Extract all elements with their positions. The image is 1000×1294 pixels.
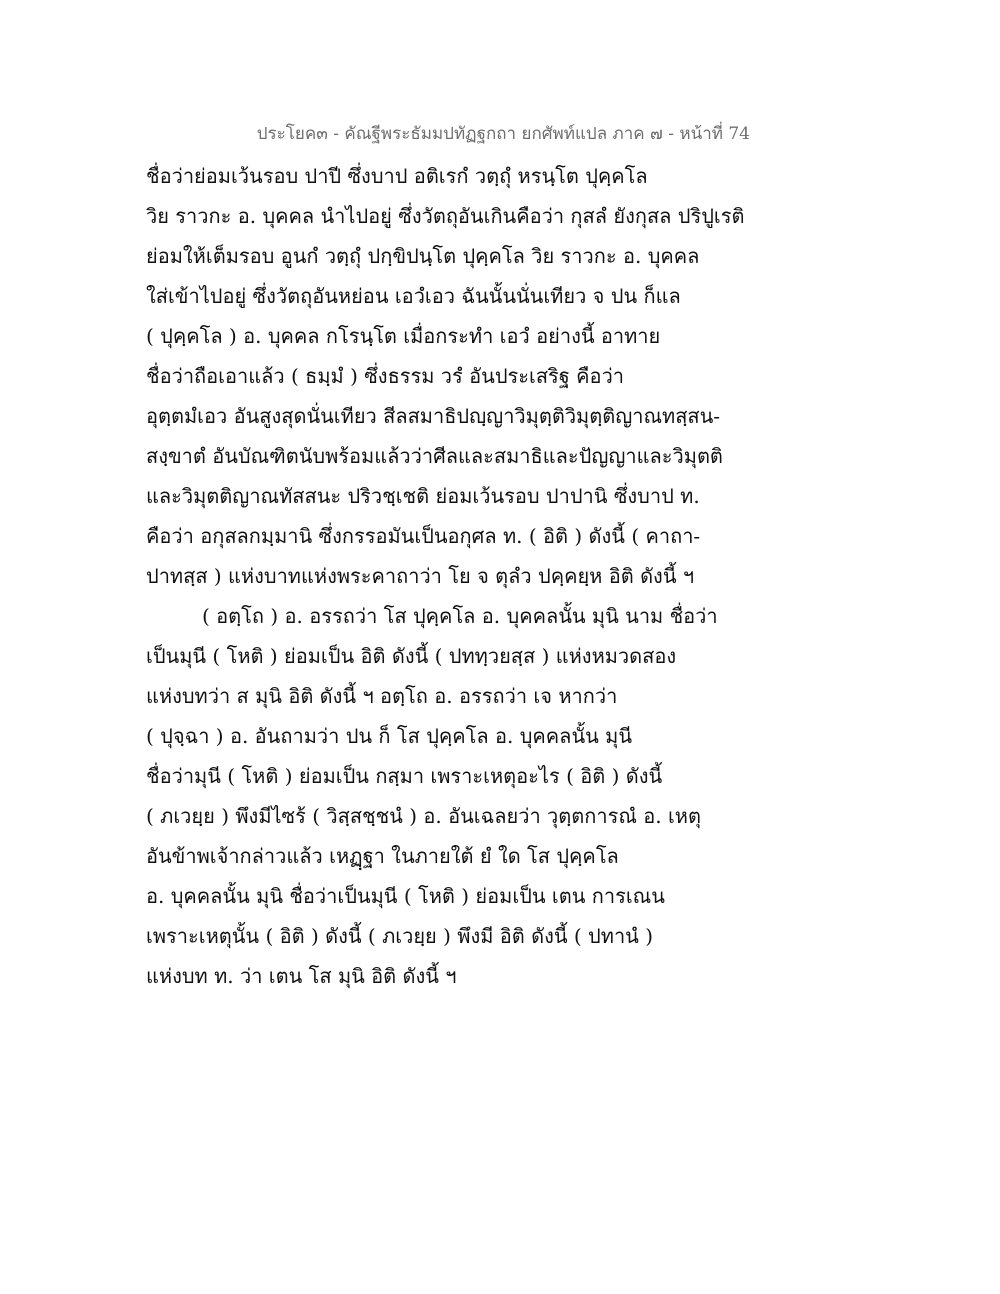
body-text [146,156,786,996]
text-line: ( ภเวยฺย ) พึงมีไซร้ ( วิสฺสชฺชนํ ) อ. อันเฉลยว่า วุตฺตการณํ อ. เหตุ [146,804,701,828]
text-line: อันข้าพเจ้ากล่าวแล้ว เหฏฺฐา ในภายใต้ ยํ ใด โส ปุคฺคโล [146,844,619,868]
text-line: แห่งบท ท. ว่า เตน โส มุนิ อิติ ดังนี้ ฯ [146,964,457,988]
text-line: แห่งบทว่า ส มุนิ อิติ ดังนี้ ฯ อตฺโถ อ. อรรถว่า เจ หากว่า [146,684,618,708]
text-line: เป็นมุนี ( โหติ ) ย่อมเป็น อิติ ดังนี้ ( ปททฺวยสฺส ) แห่งหมวดสอง [146,644,677,668]
text-line: สงฺขาตํ อันบัณฑิตนับพร้อมแล้วว่าศีลและสมาธิและปัญญาและวิมุตติ [146,444,723,468]
text-line: ใส่เข้าไปอยู่ ซึ่งวัตถุอันหย่อน เอวํเอว ฉันนั้นนั่นเทียว จ ปน ก็แล [146,284,681,308]
text-line: และวิมุตติญาณทัสสนะ ปริวชฺเชติ ย่อมเว้นรอบ ปาปานิ ซึ่งบาป ท. [146,484,700,508]
text-line: คือว่า อกุสลกมฺมานิ ซึ่งกรรอมันเป็นอกุศล ท. ( อิติ ) ดังนี้ ( คาถา- [146,524,701,548]
text-line: อ. บุคคลนั้น มุนิ ชื่อว่าเป็นมุนี ( โหติ ) ย่อมเป็น เตน การเณน [146,884,665,908]
text-line: ชื่อว่าย่อมเว้นรอบ ปาปี ซึ่งบาป อติเรกํ วตฺถุํ หรนฺโต ปุคฺคโล [146,164,648,188]
text-line: ปาทสฺส ) แห่งบาทแห่งพระคาถาว่า โย จ ตุลํว ปคฺคยฺห อิติ ดังนี้ ฯ [146,564,695,588]
text-line: วิย ราวกะ อ. บุคคล นำไปอยู่ ซึ่งวัตถุอันเกินคือว่า กุสลํ ยังกุสล ปริปูเรติ [146,204,745,228]
text-line: ย่อมให้เต็มรอบ อูนกํ วตฺถุํ ปกฺขิปนฺโต ปุคฺคโล วิย ราวกะ อ. บุคคล [146,244,700,268]
running-header: ประโยค๓ - คัณฐีพระธัมมปทัฏฐกถา ยกศัพท์แปล ภาค ๗ - หน้าที่ 74 [256,124,750,144]
text-line: เพราะเหตุนั้น ( อิติ ) ดังนี้ ( ภเวยฺย ) พึงมี อิติ ดังนี้ ( ปทานํ ) [146,924,654,948]
text-line: อุตฺตมํเอว อันสูงสุดนั่นเทียว สีลสมาธิปญฺญาวิมุตฺติวิมุตฺติญาณทสฺสน- [146,404,721,428]
text-line: ชื่อว่าถือเอาแล้ว ( ธมฺมํ ) ซึ่งธรรม วรํ อันประเสริฐ คือว่า [146,364,625,388]
paragraph-first-line: ( อตฺโถ ) อ. อรรถว่า โส ปุคฺคโล อ. บุคคลนั้น มุนิ นาม ชื่อว่า [202,604,718,628]
text-line: ( ปุคฺคโล ) อ. บุคคล กโรนฺโต เมื่อกระทำ เอวํ อย่างนี้ อาทาย [146,324,661,348]
text-line: ( ปุจฺฉา ) อ. อันถามว่า ปน ก็ โส ปุคฺคโล อ. บุคคลนั้น มุนี [146,724,632,748]
text-line: ชื่อว่ามุนี ( โหติ ) ย่อมเป็น กสฺมา เพราะเหตุอะไร ( อิติ ) ดังนี้ [146,764,663,788]
